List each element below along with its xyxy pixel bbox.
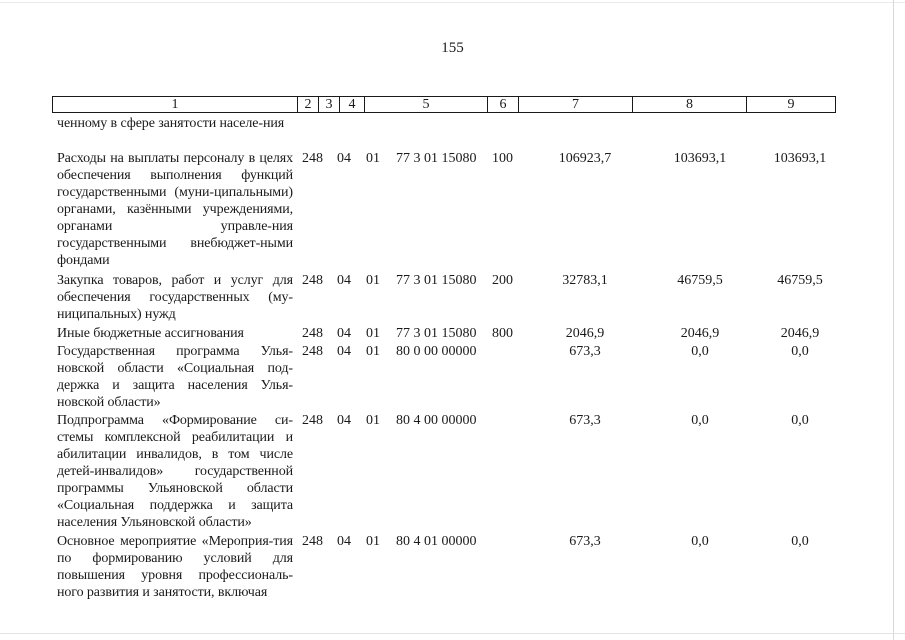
row-description: Государственная программа Улья-новской области «Социальная под-держка и защита населения Улья-новской области» [57,344,293,410]
row-col-2: 248 [302,413,323,428]
row-col-7: 32783,1 [562,273,608,288]
scan-edge-bottom [0,633,905,634]
row-col-8: 0,0 [691,534,709,549]
header-cell-1: 1 [52,96,298,113]
row-col-2: 248 [302,273,323,288]
row-col-7: 2046,9 [565,326,605,341]
row-col-9: 0,0 [791,534,809,549]
row-description: Закупка товаров, работ и услуг для обеспечения государственных (му-ниципальных) нужд [57,273,293,322]
row-col-5: 77 3 01 15080 [396,273,477,288]
header-cell-4: 4 [339,96,365,113]
row-col-9: 0,0 [791,344,809,359]
row-description: Иные бюджетные ассигнования [57,326,244,341]
row-col-8: 46759,5 [677,273,723,288]
row-col-8: 2046,9 [680,326,720,341]
row-col-8: 0,0 [691,344,709,359]
row-description: Подпрограмма «Формирование си-стемы комплексной реабилитации и абилитации инвалидов, в том числе детей-инвалидов» государственной программы Ульяновской области «Социальная поддержка и защита населения Ульяновской области» [57,413,293,530]
row-col-2: 248 [302,344,323,359]
header-cell-2: 2 [297,96,319,113]
row-col-3: 04 [337,534,351,549]
header-cell-9: 9 [746,96,836,113]
row-col-9: 0,0 [791,413,809,428]
header-cell-5: 5 [364,96,488,113]
header-cell-8: 8 [632,96,747,113]
scan-edge-right [893,0,894,640]
page-number: 155 [441,40,464,56]
row-description: Основное мероприятие «Мероприя-тия по формированию условий для повышения уровня профессиональ-ного развития и занятости, включая [57,534,293,600]
row-col-3: 04 [337,344,351,359]
row-col-6: 200 [492,273,513,288]
row-col-9: 2046,9 [780,326,820,341]
row-col-3: 04 [337,326,351,341]
row-col-7: 673,3 [569,534,601,549]
row-col-2: 248 [302,326,323,341]
row-col-5: 77 3 01 15080 [396,326,477,341]
row-col-5: 80 0 00 00000 [396,344,477,359]
row-col-2: 248 [302,534,323,549]
row-col-3: 04 [337,273,351,288]
row-col-4: 01 [366,413,380,428]
row-col-9: 103693,1 [773,151,827,166]
row-col-6: 100 [492,151,513,166]
row-col-8: 0,0 [691,413,709,428]
header-cell-6: 6 [487,96,519,113]
row-description: ченному в сфере занятости населе-ния [57,116,285,131]
row-col-4: 01 [366,326,380,341]
scan-edge-top [0,2,905,3]
row-col-7: 673,3 [569,413,601,428]
row-col-9: 46759,5 [777,273,823,288]
row-col-5: 80 4 01 00000 [396,534,477,549]
row-col-4: 01 [366,151,380,166]
row-col-4: 01 [366,534,380,549]
row-col-3: 04 [337,151,351,166]
row-col-2: 248 [302,151,323,166]
header-cell-3: 3 [318,96,340,113]
row-col-8: 103693,1 [673,151,727,166]
row-col-3: 04 [337,413,351,428]
row-description: Расходы на выплаты персоналу в целях обеспечения выполнения функций государственными (муни-ципальными) органами, казёнными учреждениями, органами управле-ния государственными внебюджет-ными фондами [57,151,293,268]
row-col-5: 80 4 00 00000 [396,413,477,428]
row-col-4: 01 [366,273,380,288]
header-cell-7: 7 [518,96,633,113]
row-col-4: 01 [366,344,380,359]
row-col-7: 106923,7 [558,151,612,166]
row-col-6: 800 [492,326,513,341]
row-col-5: 77 3 01 15080 [396,151,477,166]
row-col-7: 673,3 [569,344,601,359]
